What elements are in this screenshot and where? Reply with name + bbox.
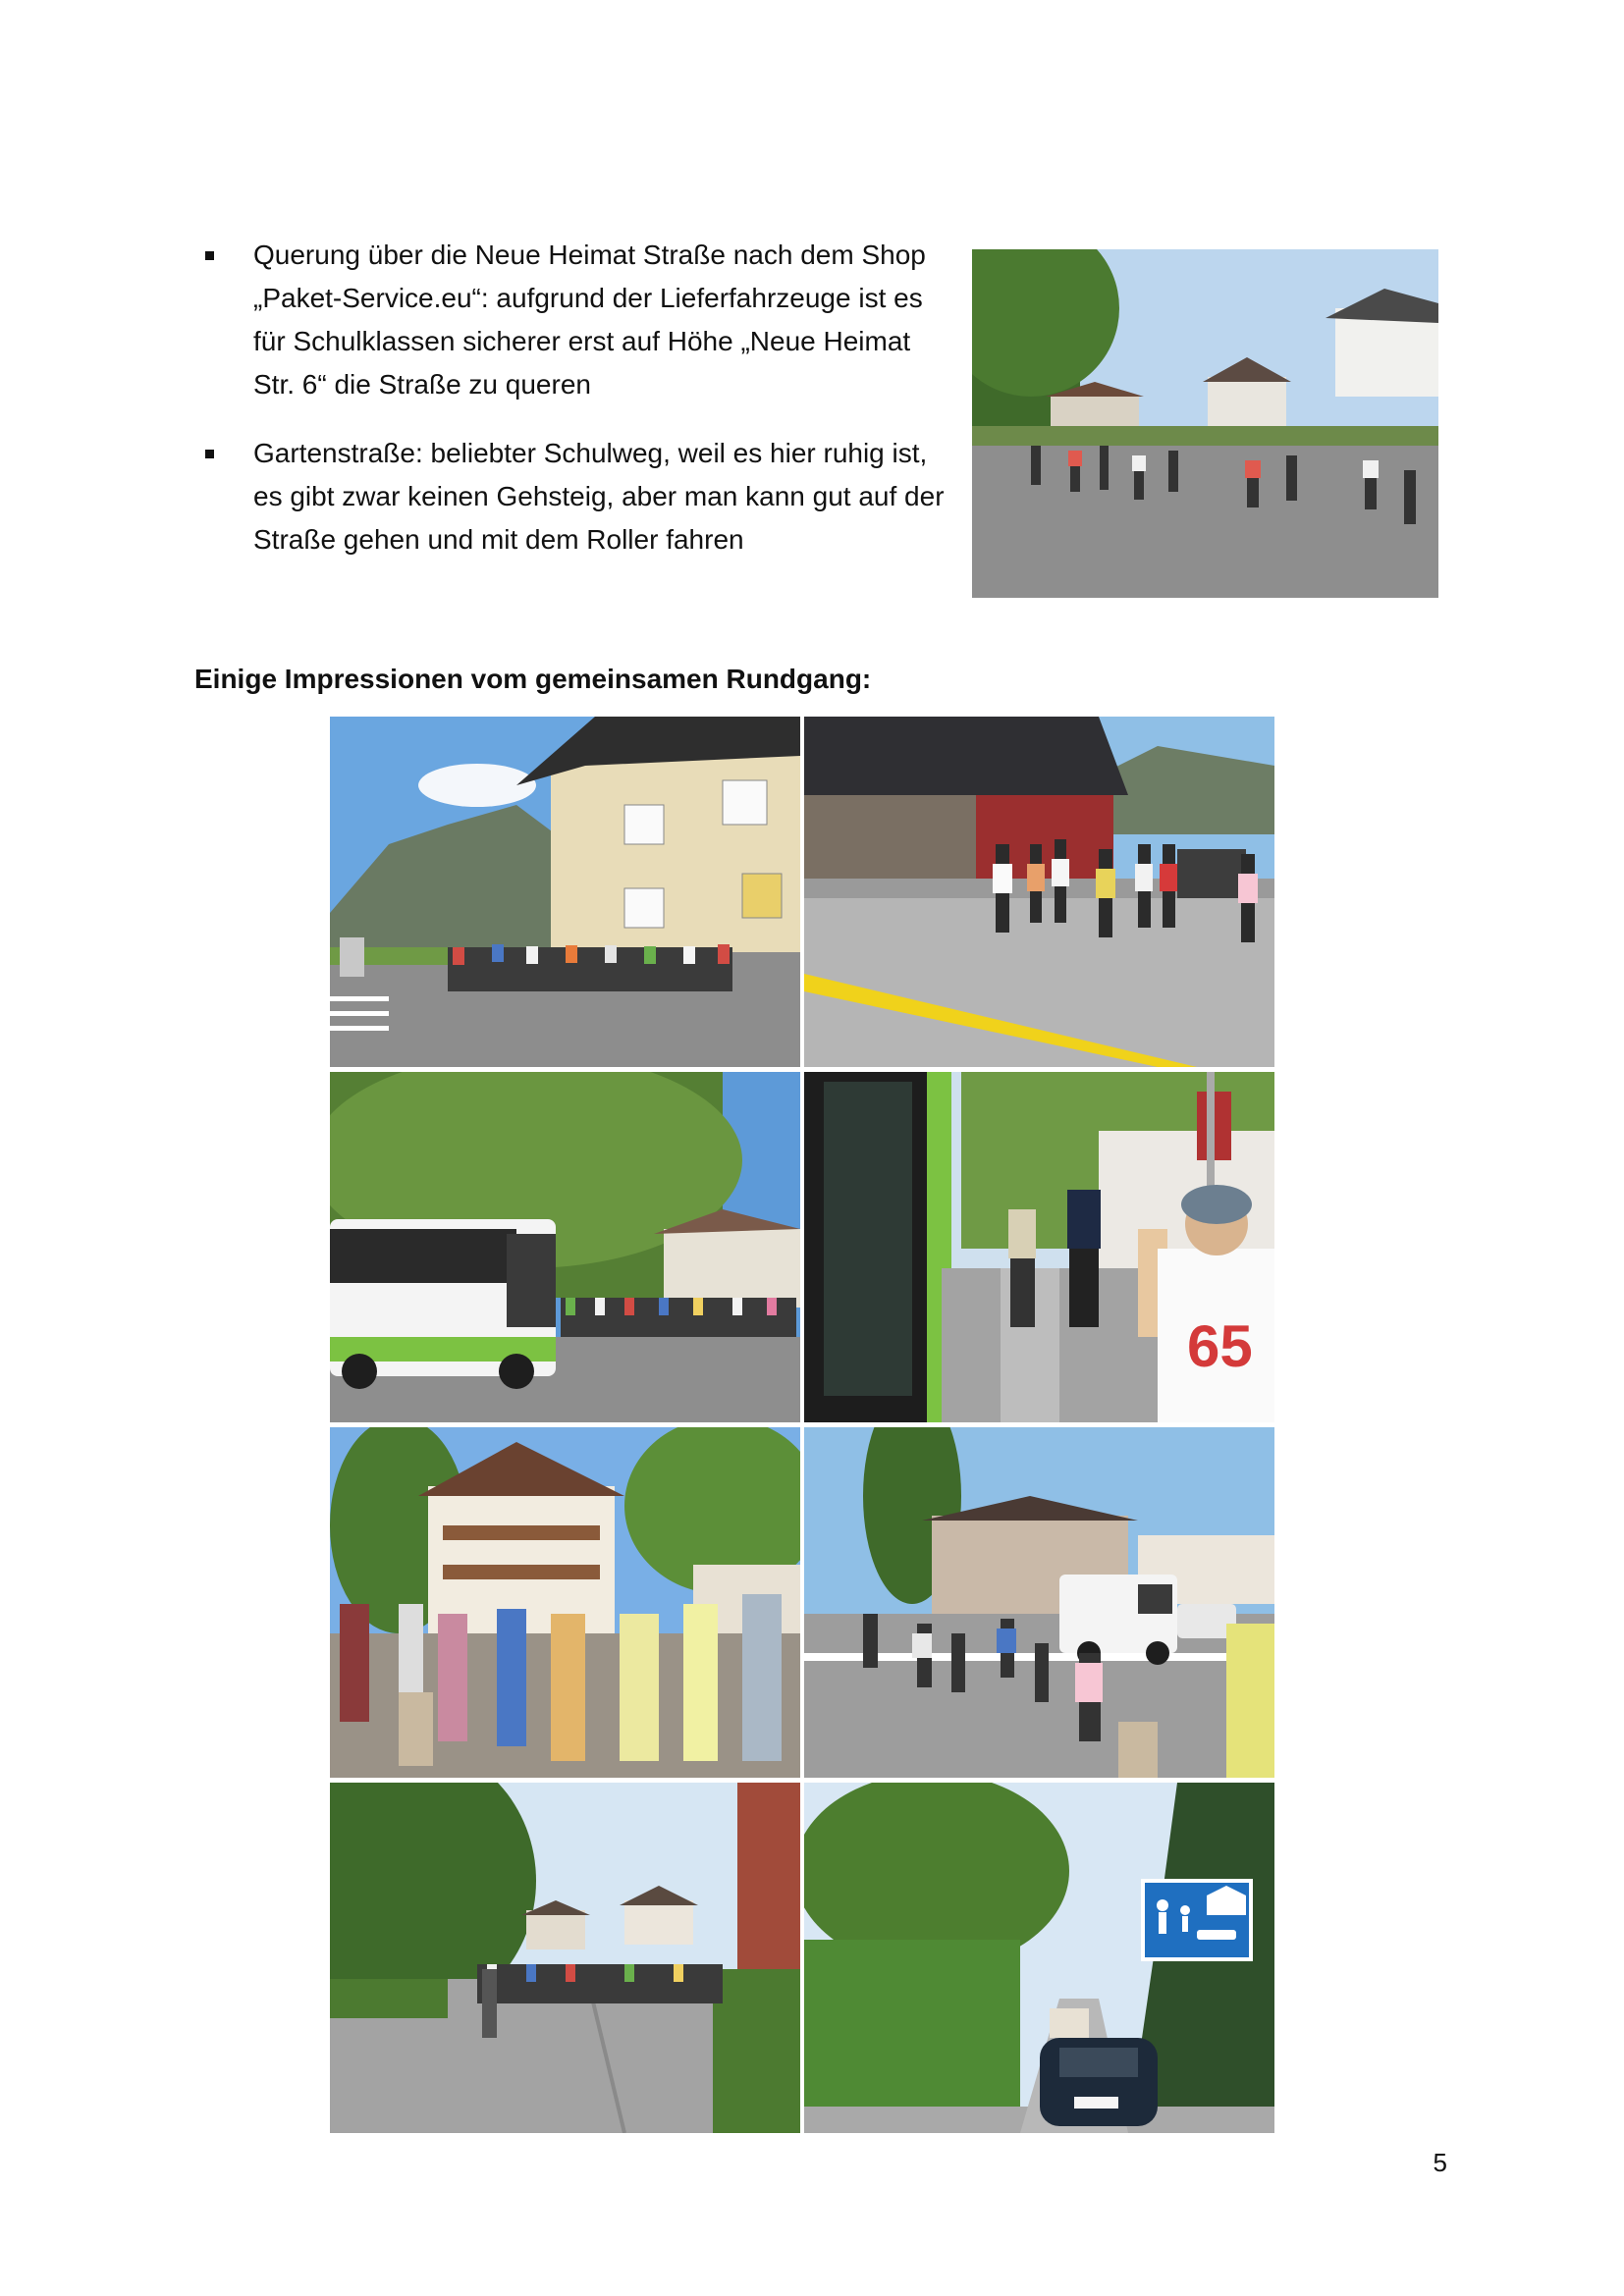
photo-kids-past-barn [804,717,1274,1067]
photo-children-at-bus-door [804,1072,1274,1422]
photo-bus-with-group [330,1072,800,1422]
bullet-line: es gibt zwar keinen Gehsteig, aber man kann gut auf der [253,481,945,511]
gallery-heading: Einige Impressionen vom gemeinsamen Rundgang: [194,664,872,694]
bullet-item-gartenstrasse [201,432,957,561]
photo-crossing-with-van [804,1427,1274,1778]
tshirt-number: 65 [1187,1313,1253,1379]
bullet-line: Querung über die Neue Heimat Straße nach dem Shop [253,240,926,270]
photo-children-street [972,249,1438,598]
photo-gallery [330,717,1274,2133]
bullet-list [201,234,957,587]
bullet-line: Str. 6“ die Straße zu queren [253,369,591,400]
bullet-line: Straße gehen und mit dem Roller fahren [253,524,744,555]
photo-group-traditional-house [330,1427,800,1778]
bullet-line: „Paket-Service.eu“: aufgrund der Lieferfahrzeuge ist es [253,283,923,313]
photo-group-long-street [330,1783,800,2133]
photo-group-at-crossing [330,717,800,1067]
bullet-line: Gartenstraße: beliebter Schulweg, weil es hier ruhig ist, [253,438,928,468]
photo-play-street-sign [804,1783,1274,2133]
page-number: 5 [1433,2148,1447,2177]
bullet-square-icon [205,251,214,260]
bullet-item-crossing [201,234,957,406]
bullet-square-icon [205,450,214,458]
bullet-line: für Schulklassen sicherer erst auf Höhe „Neue Heimat [253,326,911,356]
